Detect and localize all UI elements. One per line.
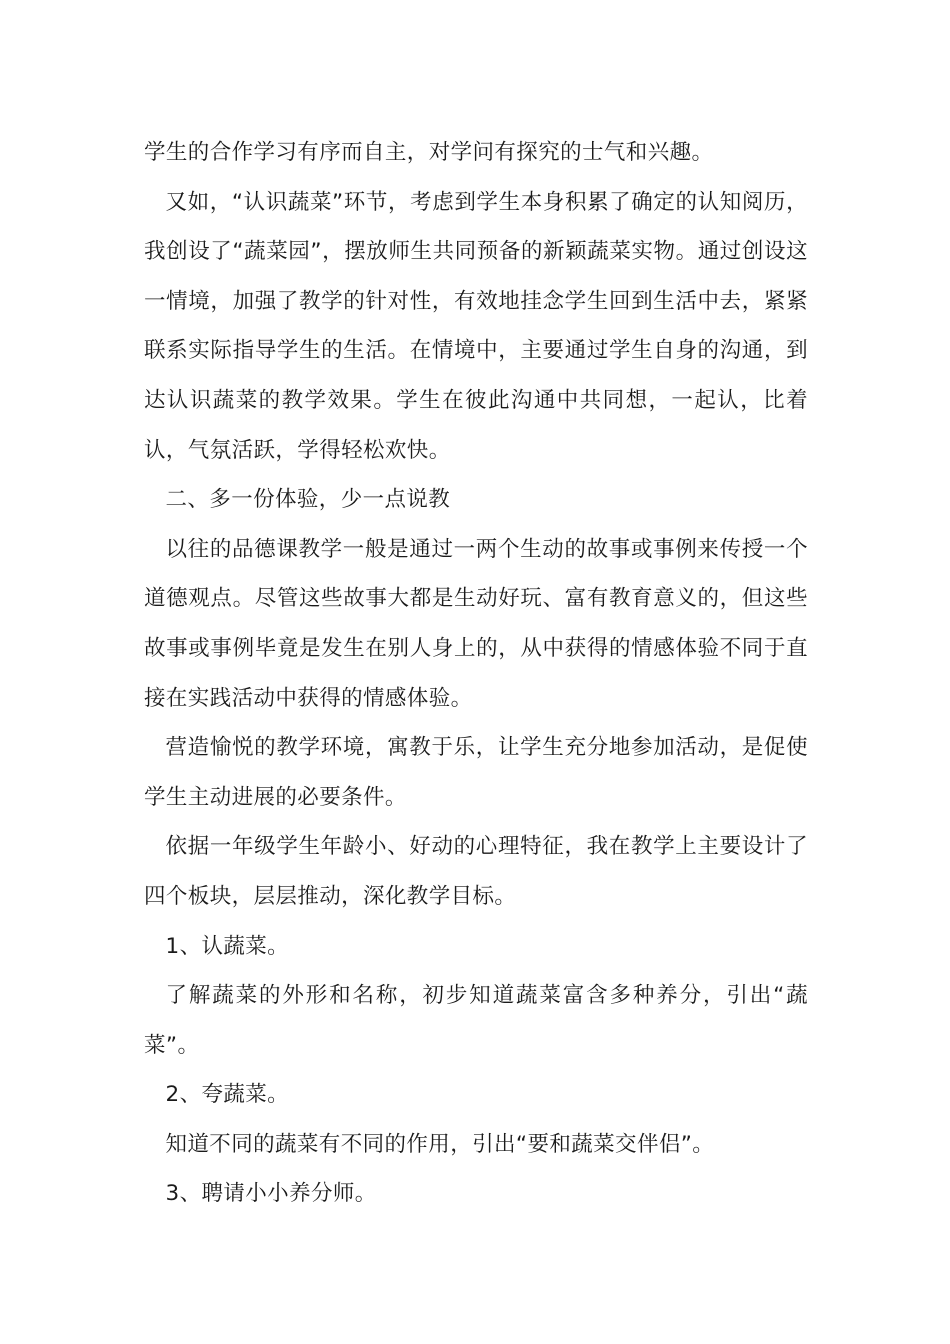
paragraph-continuation: 学生的合作学习有序而自主，对学问有探究的士气和兴趣。 [144, 140, 714, 165]
paragraph-item-1-detail: 了解蔬菜的外形和名称，初步知道蔬菜富含多种养分，引出“蔬菜”。 [144, 983, 808, 1058]
paragraph-vegetable-garden: 又如，“认识蔬菜”环节，考虑到学生本身积累了确定的认知阅历，我创设了“蔬菜园”，摆放师生共同预备的新颖蔬菜实物。通过创设这一情境，加强了教学的针对性，有效地挂念学生回到生活中去，紧紧联系实际指导学生的生活。在情境中，主要通过学生自身的沟通，到达认识蔬菜的教学效果。学生在彼此沟通中共同想，一起认，比着认，气氛活跃，学得轻松欢快。 [144, 189, 808, 463]
list-item-1: 1、认蔬菜。 [165, 933, 290, 959]
paragraph-item-2-detail: 知道不同的蔬菜有不同的作用，引出“要和蔬菜交伴侣”。 [165, 1131, 715, 1157]
list-item-3: 3、聘请小小养分师。 [165, 1181, 377, 1207]
paragraph-moral-teaching: 以往的品德课教学一般是通过一两个生动的故事或事例来传授一个道德观点。尽管这些故事大都是生动好玩、富有教育意义的，但这些故事或事例毕竟是发生在别人身上的，从中获得的情感体验不同于直接在实践活动中获得的情感体验。 [144, 536, 808, 711]
list-item-2: 2、夸蔬菜。 [165, 1082, 290, 1108]
section-heading-2: 二、多一份体验，少一点说教 [165, 487, 451, 513]
paragraph-four-sections: 依据一年级学生年龄小、好动的心理特征，我在教学上主要设计了四个板块，层层推动，深化教学目标。 [144, 834, 808, 909]
paragraph-learning-environment: 营造愉悦的教学环境，寓教于乐，让学生充分地参加活动，是促使学生主动进展的必要条件。 [144, 735, 808, 810]
document-body [144, 128, 808, 1219]
